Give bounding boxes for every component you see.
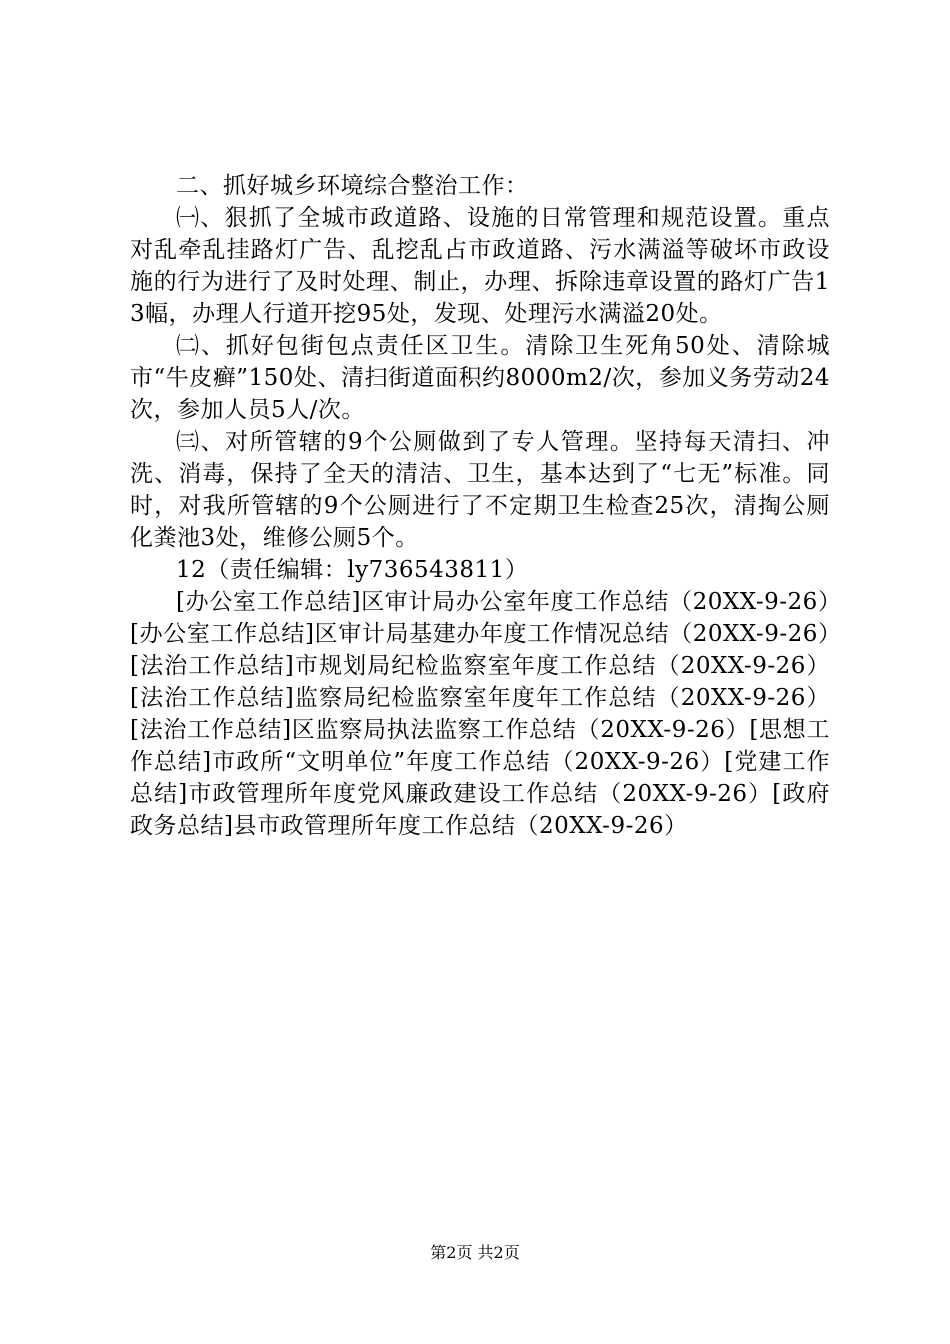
paragraph-road-management: ㈠、狠抓了全城市政道路、设施的日常管理和规范设置。重点对乱牵乱挂路灯广告、乱挖乱占市政道路、污水满溢等破坏市政设施的行为进行了及时处理、制止，办理、拆除违章设置的路灯广告13幅，办理人行道开挖95处，发现、处理污水满溢20处。 [130,205,830,327]
related-articles-list: [办公室工作总结]区审计局办公室年度工作总结（20XX-9-26）[办公室工作总结]区审计局基建办年度工作情况总结（20XX-9-26）[法治工作总结]市规划局纪检监察室年度工作总结（20XX-9-26）[法治工作总结]监察局纪检监察室年度年工作总结（20XX-9-26）[法治工作总结]区监察局执法监察工作总结（20XX-9-26）[思想工作总结]市政所“文明单位”年度工作总结（20XX-9-26）[党建工作总结]市政管理所年度党风廉政建设工作总结（20XX-9-26）[政府政务总结]县市政管理所年度工作总结（20XX-9-26） [130,589,830,839]
page-footer: 第2页 共2页 [430,1243,520,1262]
section-heading: 二、抓好城乡环境综合整治工作： [176,173,529,199]
editor-credit: 12（责任编辑：ly736543811） [176,557,529,583]
document-body [130,170,830,842]
paragraph-street-sanitation: ㈡、抓好包街包点责任区卫生。清除卫生死角50处、清除城市“牛皮癣”150处、清扫街道面积约8000m2/次，参加义务劳动24次，参加人员5人/次。 [130,333,830,423]
paragraph-public-toilets: ㈢、对所管辖的9个公厕做到了专人管理。坚持每天清扫、冲洗、消毒，保持了全天的清洁、卫生，基本达到了“七无”标准。同时，对我所管辖的9个公厕进行了不定期卫生检查25次，清掏公厕化粪池3处，维修公厕5个。 [130,429,830,551]
